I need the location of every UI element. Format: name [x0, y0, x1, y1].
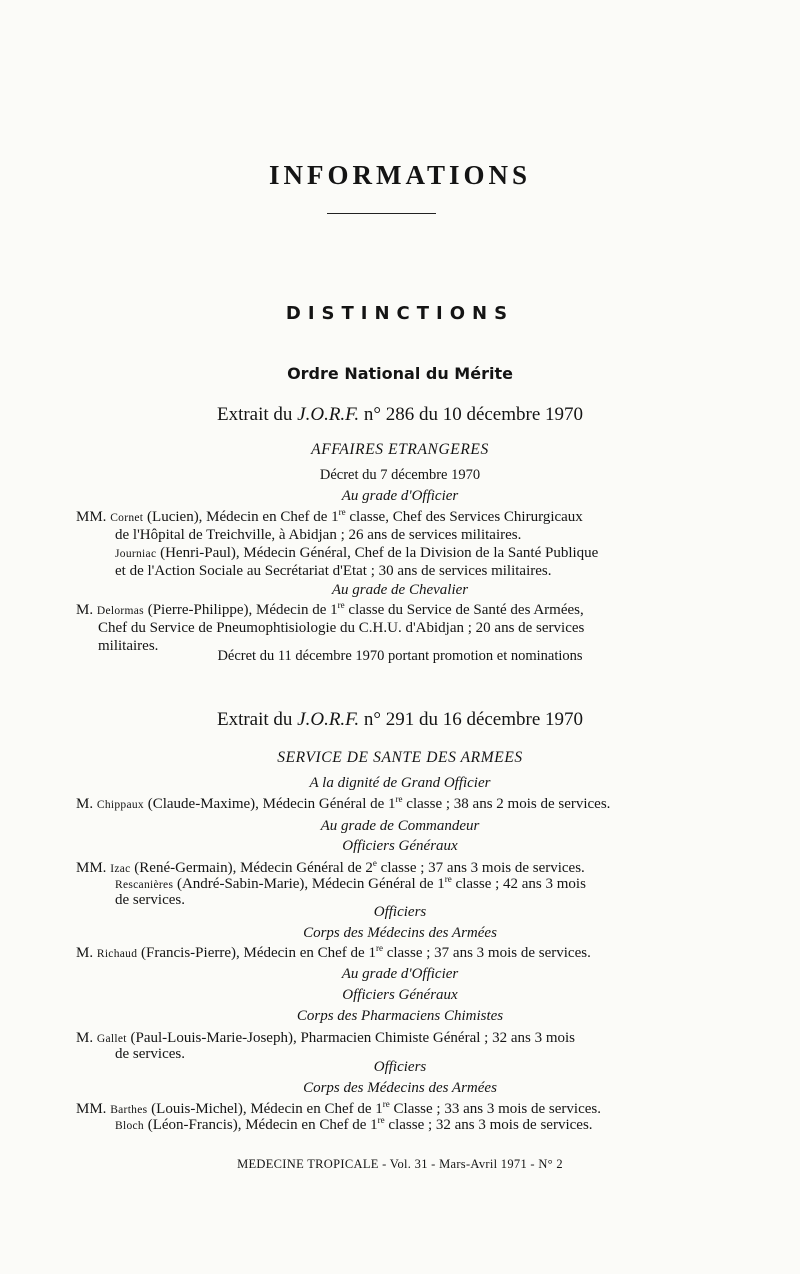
ordinal: re — [377, 1115, 385, 1125]
entry-text: (Léon-Francis), Médecin en Chef de 1 — [143, 1117, 378, 1133]
entry-text: Classe ; 33 ans 3 mois de services. — [389, 1101, 601, 1117]
category-heading: Officiers — [373, 1059, 427, 1075]
entry-line: militaires. — [98, 638, 159, 654]
surname: Chippaux — [96, 799, 144, 811]
order-title: Ordre National du Mérite — [287, 364, 513, 383]
journal-name: J.O.R.F. — [297, 404, 360, 425]
entry-cornet — [76, 509, 583, 526]
entry-journiac — [115, 545, 598, 562]
entry-text: classe ; 42 ans 3 mois — [451, 876, 586, 892]
surname: Delormas — [96, 605, 144, 617]
ordinal: re — [444, 874, 452, 884]
corps-heading: Corps des Pharmaciens Chimistes — [296, 1008, 504, 1024]
entry-barthes — [76, 1101, 601, 1118]
service-heading: SERVICE DE SANTE DES ARMEES — [277, 749, 523, 766]
decree-line: Décret du 11 décembre 1970 portant promotion et nominations — [217, 648, 583, 664]
grade-heading: Au grade de Chevalier — [331, 582, 469, 598]
entry-text: (Paul-Louis-Marie-Joseph), Pharmacien Chimiste Général ; 32 ans 3 mois — [126, 1030, 575, 1046]
category-heading: Officiers — [373, 904, 427, 920]
entry-gallet — [76, 1030, 575, 1047]
entry-text: (René-Germain), Médecin Général de 2 — [130, 860, 373, 876]
entry-line: de services. — [115, 892, 185, 908]
page-title: INFORMATIONS — [268, 160, 531, 190]
entry-line: Chef du Service de Pneumophtisiologie du C.H.U. d'Abidjan ; 20 ans de services — [98, 620, 585, 636]
extract-prefix: Extrait du — [216, 709, 298, 730]
corps-heading: Corps des Médecins des Armées — [303, 1080, 497, 1096]
entry-bloch — [115, 1117, 593, 1134]
section-title: DISTINCTIONS — [285, 303, 515, 324]
decree-line: Décret du 7 décembre 1970 — [319, 467, 481, 483]
extract-suffix: n° 286 du 10 décembre 1970 — [359, 404, 584, 425]
honorific: MM. — [76, 1101, 107, 1117]
grade-heading: Au grade de Commandeur — [320, 818, 480, 834]
corps-heading: Corps des Médecins des Armées — [303, 925, 497, 941]
category-heading: Officiers Généraux — [342, 987, 458, 1003]
surname: Izac — [110, 863, 131, 875]
entry-text: classe ; 37 ans 3 mois de services. — [382, 945, 591, 961]
page-footer: MEDECINE TROPICALE - Vol. 31 - Mars-Avril 1971 - N° 2 — [237, 1157, 563, 1171]
honorific: M. — [76, 602, 94, 618]
honorific: M. — [76, 945, 94, 961]
entry-text: (André-Sabin-Marie), Médecin Général de 1 — [173, 876, 445, 892]
entry-text: classe du Service de Santé des Armées, — [344, 602, 584, 618]
entry-text: classe ; 37 ans 3 mois de services. — [376, 860, 585, 876]
entry-text: (Pierre-Philippe), Médecin de 1 — [143, 602, 338, 618]
grade-heading: Au grade d'Officier — [341, 488, 459, 504]
entry-delormas — [76, 602, 584, 619]
extract-suffix: n° 291 du 16 décembre 1970 — [359, 709, 584, 730]
surname: Barthes — [110, 1104, 148, 1116]
honorific: M. — [76, 1030, 94, 1046]
surname: Gallet — [96, 1033, 127, 1045]
surname: Bloch — [115, 1120, 144, 1132]
extract-prefix: Extrait du — [216, 404, 298, 425]
ministry-heading: AFFAIRES ETRANGERES — [311, 441, 489, 458]
ordinal: e — [372, 858, 377, 868]
category-heading: Officiers Généraux — [342, 838, 458, 854]
entry-line: de services. — [115, 1046, 185, 1062]
entry-text: (Lucien), Médecin en Chef de 1 — [143, 509, 339, 525]
entry-text: (Henri-Paul), Médecin Général, Chef de la Division de la Santé Publique — [156, 545, 599, 561]
ordinal: re — [337, 600, 345, 610]
entry-text: classe, Chef des Services Chirurgicaux — [345, 509, 583, 525]
entry-text: (Claude-Maxime), Médecin Général de 1 — [143, 796, 396, 812]
grade-heading: A la dignité de Grand Officier — [309, 775, 491, 791]
ordinal: re — [375, 943, 383, 953]
grade-heading: Au grade d'Officier — [341, 966, 459, 982]
entry-richaud — [76, 945, 591, 962]
ordinal: re — [395, 794, 403, 804]
entry-text: classe ; 32 ans 3 mois de services. — [384, 1117, 593, 1133]
entry-izac — [76, 860, 585, 877]
journal-name: J.O.R.F. — [297, 709, 360, 730]
surname: Cornet — [110, 512, 144, 524]
title-rule — [327, 213, 436, 214]
ordinal: re — [338, 507, 346, 517]
ordinal: re — [382, 1099, 390, 1109]
entry-text: (Louis-Michel), Médecin en Chef de 1 — [147, 1101, 383, 1117]
extract-heading-2 — [0, 709, 800, 731]
entry-line: de l'Hôpital de Treichville, à Abidjan ; 26 ans de services militaires. — [115, 527, 522, 543]
honorific: MM. — [76, 509, 107, 525]
honorific: M. — [76, 796, 94, 812]
honorific: MM. — [76, 860, 107, 876]
extract-heading-1 — [0, 404, 800, 426]
entry-rescanieres — [115, 876, 586, 893]
entry-chippaux — [76, 796, 610, 813]
entry-line: et de l'Action Sociale au Secrétariat d'Etat ; 30 ans de services militaires. — [115, 563, 552, 579]
surname: Journiac — [115, 548, 157, 560]
surname: Richaud — [96, 948, 138, 960]
entry-text: classe ; 38 ans 2 mois de services. — [402, 796, 611, 812]
surname: Rescanières — [115, 879, 174, 891]
entry-text: (Francis-Pierre), Médecin en Chef de 1 — [137, 945, 376, 961]
